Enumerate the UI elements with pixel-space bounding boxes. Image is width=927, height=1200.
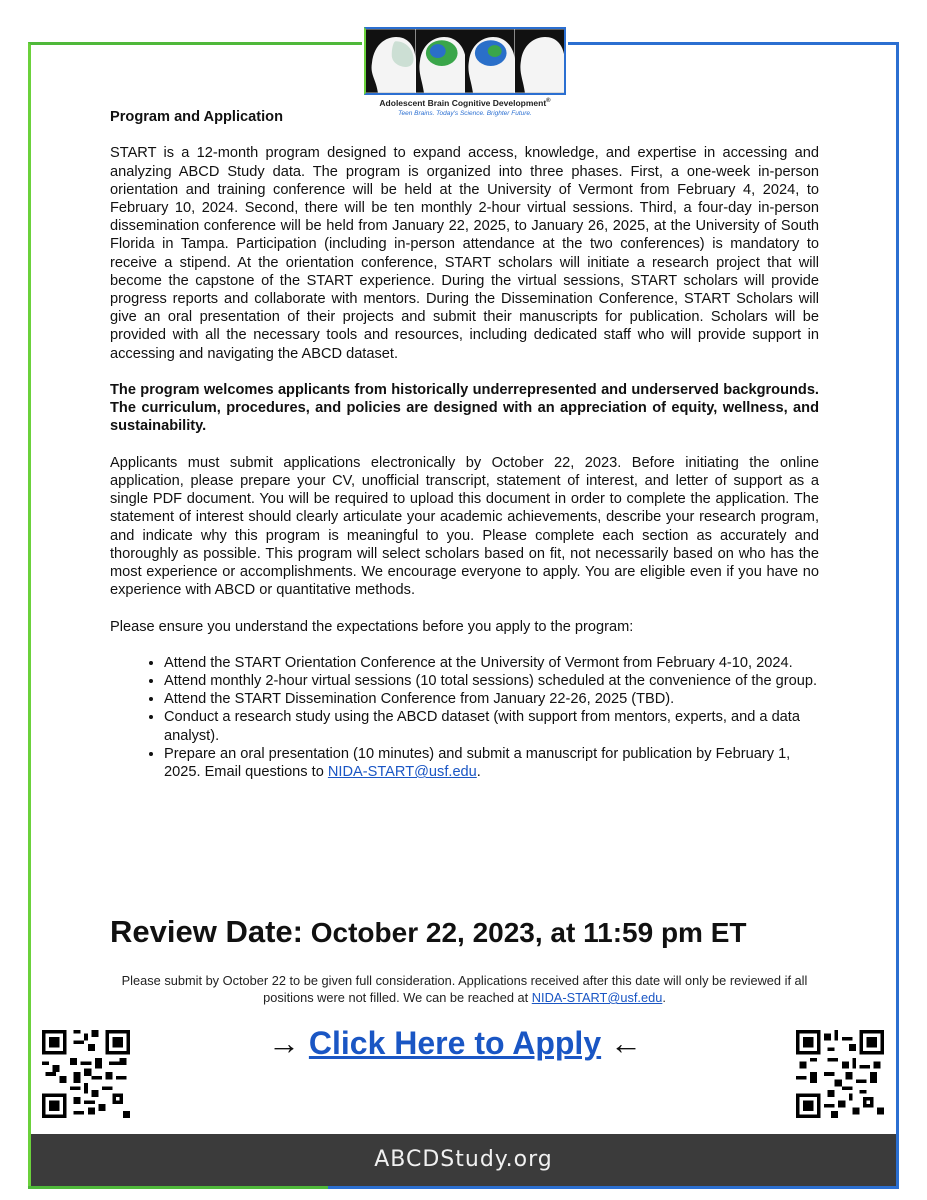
logo-title: Adolescent Brain Cognitive Development®: [379, 98, 551, 108]
logo-tagline: Teen Brains. Today's Science. Brighter Future.: [398, 110, 532, 117]
submission-note: Please submit by October 22 to be given full consideration. Applications received after this date will only be reviewed if all positions were not filled. We can be reached at NIDA-START@usf.edu.: [121, 973, 808, 1005]
section-heading: Program and Application: [110, 109, 283, 125]
head-silhouette-icon: [366, 29, 416, 93]
expectations-intro: Please ensure you understand the expectations before you apply to the program:: [110, 618, 634, 635]
list-item: • Attend monthly 2-hour virtual sessions (10 total sessions) scheduled at the convenience of the group.: [164, 672, 819, 690]
review-date-label: Review Date:: [110, 914, 303, 949]
review-date-value: October 22, 2023, at 11:59 pm ET: [310, 917, 747, 948]
application-instructions: Applicants must submit applications electronically by October 22, 2023. Before initiating the online application, please prepare your CV, unofficial transcript, statement of interest, and letter of support as a single PDF document. You will be required to upload this document in order to complete the application. The statement of interest should clearly articulate your academic achievements, describe your research program, and indicate why this program is meaningful to you. Please complete each section as accurately and thoroughly as possible. This program will select scholars based on fit, not necessarily based on who has the most experience or accomplishments. We encourage everyone to apply. You are eligible even if you have no experience with ABCD or quantitative methods.: [110, 454, 819, 599]
welcome-statement: The program welcomes applicants from historically underrepresented and underserved backgrounds. The curriculum, procedures, and policies are designed with an appreciation of equity, wellness, and sustainability.: [110, 382, 819, 435]
frame-accent-top: [560, 42, 899, 45]
arrow-right-icon: →: [268, 1025, 300, 1061]
contact-email-link[interactable]: NIDA-START@usf.edu: [531, 990, 663, 1005]
logo-heads-image: [364, 27, 566, 95]
expectations-list: [110, 654, 819, 781]
qr-code-icon[interactable]: [42, 1030, 130, 1118]
list-item: • Conduct a research study using the ABCD dataset (with support from mentors, experts, and a data analyst).: [164, 708, 819, 744]
apply-call-to-action: [268, 1025, 642, 1062]
footer-bar: [31, 1134, 896, 1186]
apply-link[interactable]: Click Here to Apply: [308, 1025, 602, 1061]
frame-accent-bottom: [28, 1186, 328, 1189]
list-item: • Prepare an oral presentation (10 minutes) and submit a manuscript for publication by February 1, 2025. Email questions to NIDA-START@usf.edu.: [164, 745, 819, 781]
qr-code-icon[interactable]: [796, 1030, 884, 1118]
list-item: • Attend the START Dissemination Conference from January 22-26, 2025 (TBD).: [164, 690, 819, 708]
head-silhouette-right-icon: [515, 29, 565, 93]
arrow-left-icon: ←: [610, 1025, 642, 1061]
brain-blue-icon: [465, 29, 515, 93]
footer-website[interactable]: ABCDStudy.org: [374, 1147, 553, 1172]
program-description: START is a 12-month program designed to expand access, knowledge, and expertise in accessing and analyzing ABCD Study data. The program is organized into three phases. First, a one-week in-person orientation and training conference will be held at the University of Vermont from February 4, 2024, to February 10, 2024. Second, there will be ten monthly 2-hour virtual sessions. Third, a four-day in-person dissemination conference will be held from January 22, 2025, to January 26, 2025, at the University of South Florida in Tampa. Participation (including in-person attendance at the two conferences) is mandatory to receive a stipend. At the orientation conference, START scholars will initiate a research project that will become the capstone of the START experience. During the virtual sessions, START scholars will provide progress reports and collaborate with mentors. During the Dissemination Conference, START Scholars will give an oral presentation of their projects and submit their manuscripts for publication. Scholars will be provided with all the necessary tools and resources, including dedicated staff who will provide support in accessing and navigating the ABCD dataset.: [110, 145, 819, 362]
list-item: • Attend the START Orientation Conference at the University of Vermont from February 4-10, 2024.: [164, 654, 819, 672]
main-content: [110, 108, 819, 781]
email-link[interactable]: NIDA-START@usf.edu: [327, 764, 477, 781]
list-item-text: Prepare an oral presentation (10 minutes) and submit a manuscript for publication by February 1, 2025. Email questions to: [164, 745, 791, 781]
brain-green-icon: [416, 29, 466, 93]
review-date: [110, 914, 747, 950]
